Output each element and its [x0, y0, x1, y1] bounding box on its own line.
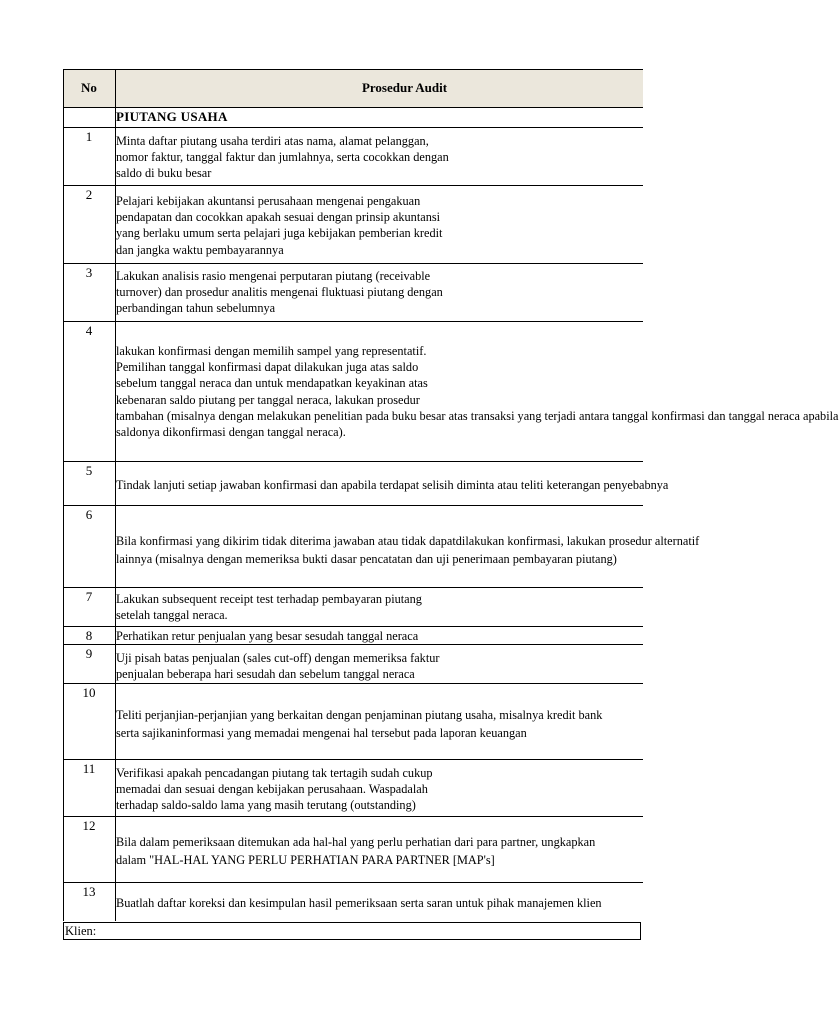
row-procedure-text: Lakukan analisis rasio mengenai perputaran piutang (receivable turnover) dan prosedur analitis mengenai fluktuasi piutang dengan perbandingan tahun sebelumnya [116, 269, 443, 316]
client-label: Klien: [65, 924, 97, 938]
grid-line [63, 127, 643, 128]
grid-line [63, 505, 643, 506]
row-number: 5 [85, 463, 93, 478]
row-procedure-text: Bila dalam pemeriksaan ditemukan ada hal-hal yang perlu perhatian dari para partner, ungkapkan dalam "HAL-HAL YANG PERLU PERHATIAN PARA PARTNER [MAP's] [116, 835, 596, 867]
row-procedure-text: Lakukan subsequent receipt test terhadap pembayaran piutang setelah tanggal neraca. [116, 592, 422, 623]
row-procedure-text: Verifikasi apakah pencadangan piutang tak tertagih sudah cukup memadai dan sesuai dengan kebijakan perusahaan. Waspadalah terhadap saldo-saldo lama yang masih terutang (outstanding) [116, 766, 433, 813]
grid-line [63, 185, 643, 186]
row-number: 6 [85, 507, 93, 522]
row-number: 12 [82, 818, 96, 833]
row-number: 2 [85, 187, 93, 202]
row-procedure-text: Pelajari kebijakan akuntansi perusahaan mengenai pengakuan pendapatan dan cocokkan apakah sesuai dengan prinsip akuntansi yang berlaku umum serta pelajari juga kebijakan pemberian kredit dan jangka waktu pembayarannya [116, 194, 443, 257]
row-number: 3 [85, 265, 93, 280]
row-procedure-text: Tindak lanjuti setiap jawaban konfirmasi dan apabila terdapat selisih diminta atau teliti keterangan penyebabnya [116, 478, 669, 492]
row-number: 1 [85, 129, 93, 144]
client-footer-box [63, 922, 641, 940]
audit-procedure-table [63, 69, 839, 941]
row-number: 7 [85, 589, 93, 604]
grid-line [63, 759, 643, 760]
column-header-no: No [81, 80, 97, 95]
grid-line [63, 882, 643, 883]
grid-line [63, 683, 643, 684]
row-procedure-text: Perhatikan retur penjualan yang besar sesudah tanggal neraca [116, 629, 419, 643]
row-number: 13 [82, 884, 96, 899]
row-number: 4 [85, 323, 93, 338]
grid-line [63, 626, 643, 627]
row-number: 9 [85, 646, 93, 661]
row-procedure-text: Teliti perjanjian-perjanjian yang berkaitan dengan penjaminan piutang usaha, misalnya kredit bank serta sajikaninformasi yang memadai mengenai hal tersebut pada laporan keuangan [116, 708, 603, 740]
grid-line [63, 321, 643, 322]
row-procedure-text: Minta daftar piutang usaha terdiri atas nama, alamat pelanggan, nomor faktur, tanggal faktur dan jumlahnya, serta cocokkan dengan saldo di buku besar [116, 134, 449, 181]
grid-line [63, 587, 643, 588]
row-procedure-text: Uji pisah batas penjualan (sales cut-off) dengan memeriksa faktur penjualan beberapa hari sesudah dan sebelum tanggal neraca [116, 651, 440, 682]
grid-line [63, 816, 643, 817]
row-number: 10 [82, 685, 96, 700]
grid-line [63, 263, 643, 264]
section-title: PIUTANG USAHA [116, 109, 228, 124]
row-procedure-text: Buatlah daftar koreksi dan kesimpulan hasil pemeriksaan serta saran untuk pihak manajemen klien [116, 896, 602, 910]
row-procedure-text: lakukan konfirmasi dengan memilih sampel yang representatif. Pemilihan tanggal konfirmasi dapat dilakukan juga atas saldo sebelum tanggal neraca dan untuk mendapatkan keyakinan atas kebenaran saldo piutang per tanggal neraca, lakukan prosedur tambahan (misalnya dengan melakukan penelitian pada buku besar atas transaksi yang terjadi antara tanggal konfirmasi dan tanggal neraca apabila saldonya dikonfirmasi dengan tanggal neraca). [116, 344, 839, 440]
row-procedure-text: Bila konfirmasi yang dikirim tidak diterima jawaban atau tidak dapatdilakukan konfirmasi, lakukan prosedur alternatif lainnya (misalnya dengan memeriksa bukti dasar pencatatan dan uji penerimaan pembayaran piutang) [116, 534, 700, 566]
row-number: 8 [85, 628, 93, 643]
row-number: 11 [82, 761, 96, 776]
grid-line [63, 107, 643, 108]
grid-line [63, 461, 643, 462]
column-header-procedure: Prosedur Audit [361, 80, 448, 95]
